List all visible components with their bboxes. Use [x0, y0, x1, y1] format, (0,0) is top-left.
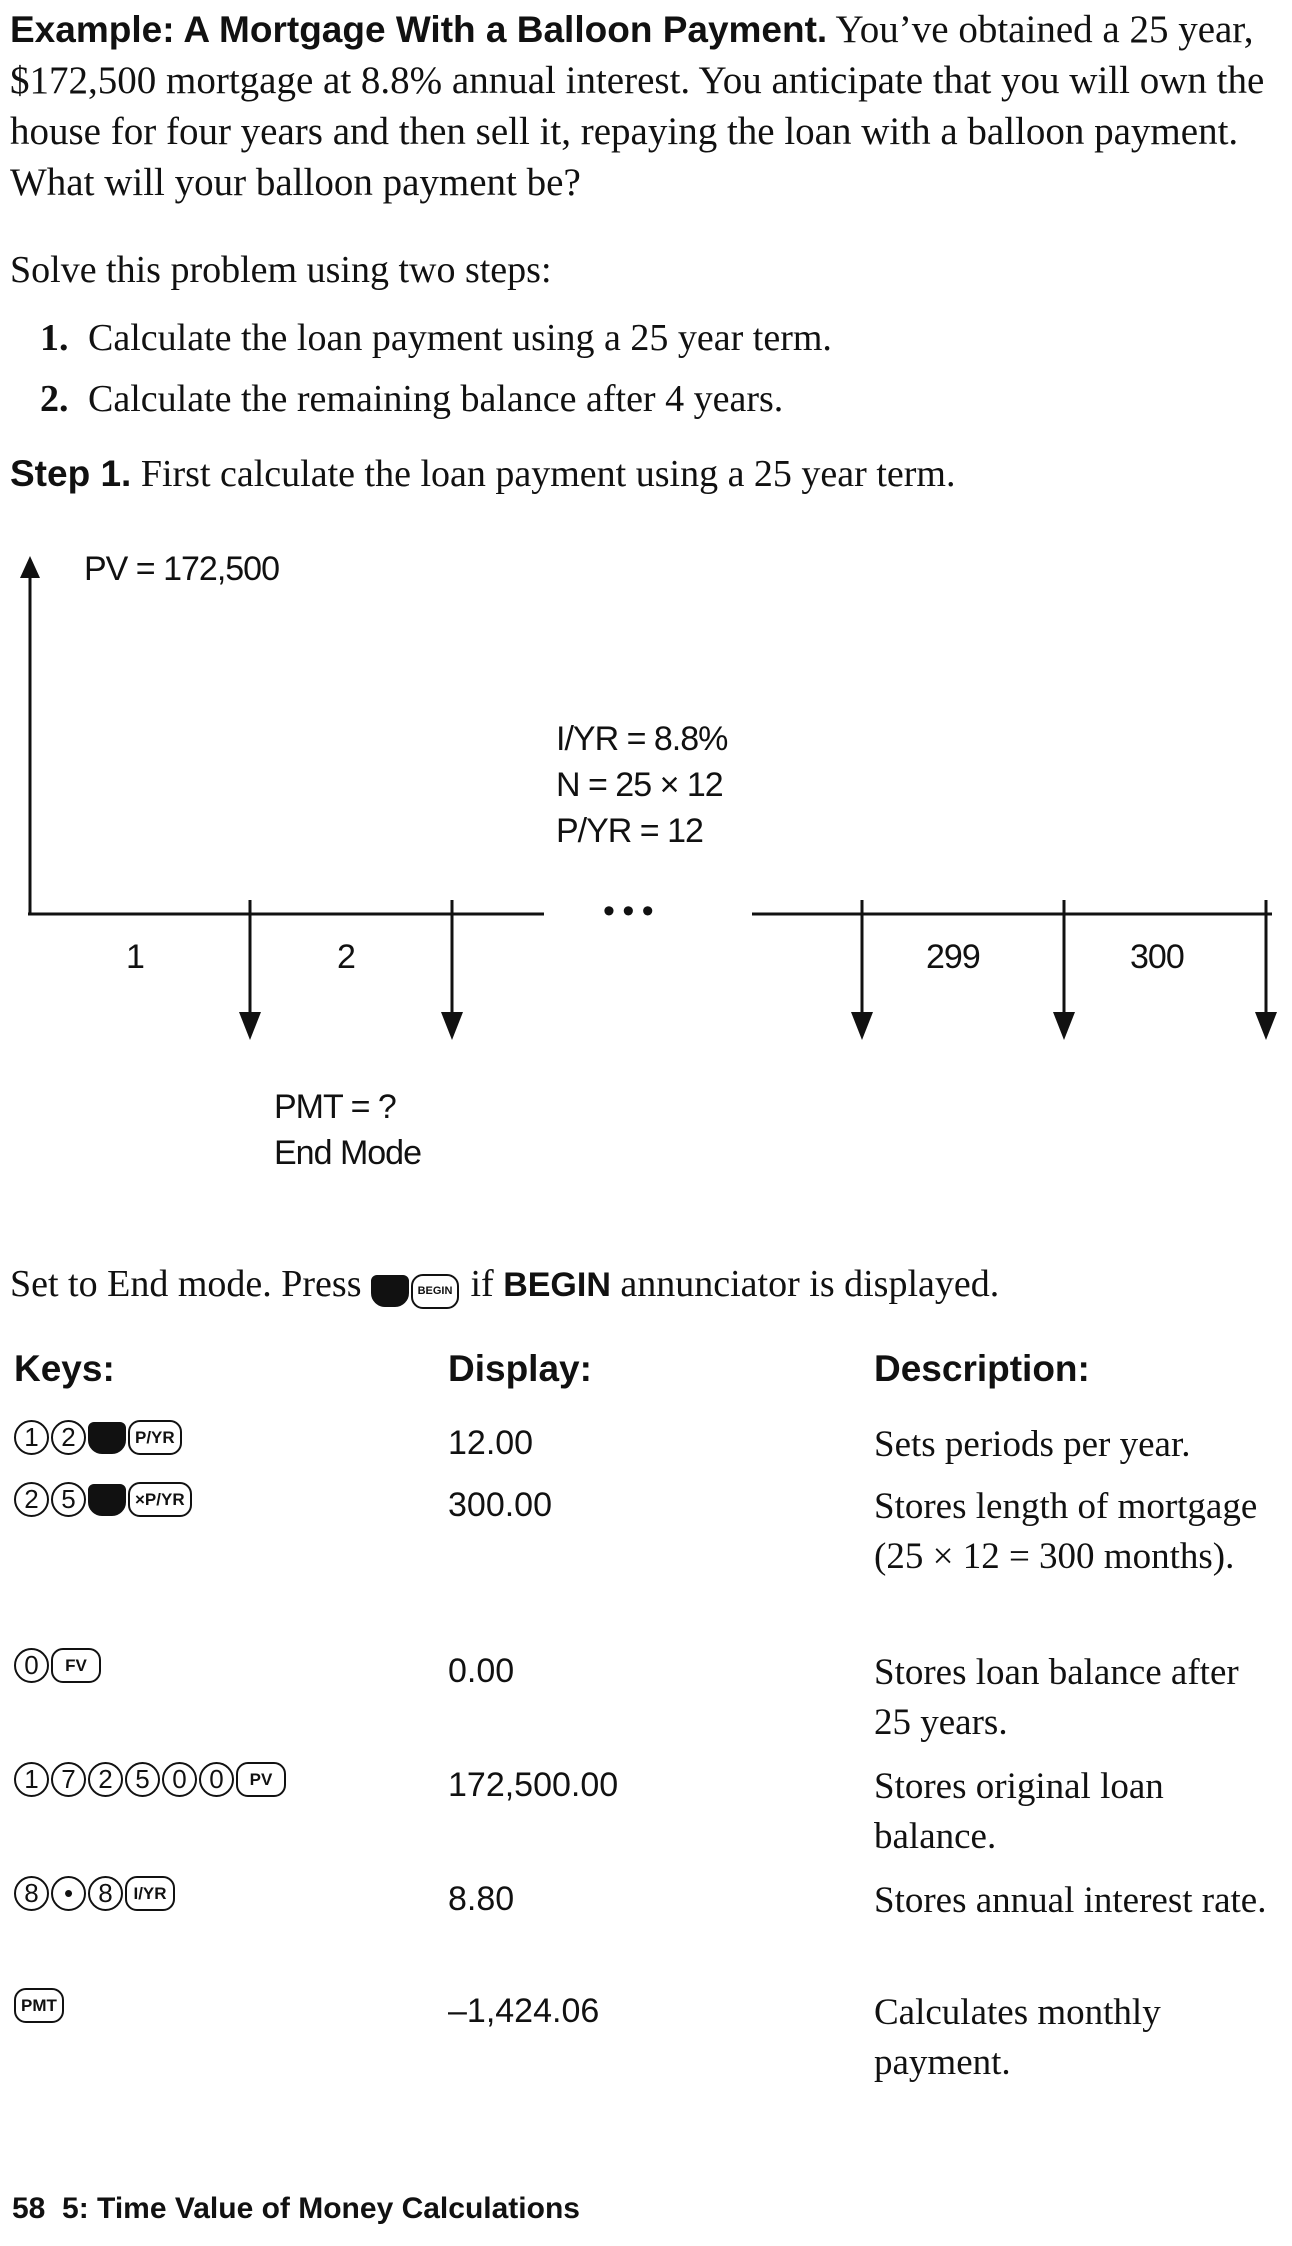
- function-key: I/YR: [125, 1876, 175, 1911]
- digit-key: 1: [14, 1762, 49, 1797]
- period-label: 1: [126, 938, 144, 976]
- function-key: ×P/YR: [128, 1482, 192, 1517]
- periods-per-year-label: P/YR = 12: [556, 812, 703, 850]
- example-title: Example: A Mortgage With a Balloon Payment.: [10, 9, 828, 50]
- digit-key: 7: [51, 1762, 86, 1797]
- description-text: Stores loan balance after 25 years.: [874, 1652, 1239, 1743]
- keystroke-sequence: [14, 1876, 177, 1911]
- keystroke-sequence: [14, 1762, 288, 1797]
- periods-label: N = 25 × 12: [556, 766, 723, 804]
- digit-key: 0: [199, 1762, 234, 1797]
- function-key: FV: [51, 1648, 101, 1683]
- page-number: 58: [12, 2192, 46, 2225]
- keystroke-sequence: [14, 1648, 103, 1683]
- pv-label: PV = 172,500: [84, 550, 280, 588]
- description-text: Sets periods per year.: [874, 1424, 1191, 1465]
- digit-key: 8: [14, 1876, 49, 1911]
- beg-key: BEGIN: [411, 1266, 461, 1310]
- function-key: P/YR: [128, 1420, 182, 1455]
- display-value: 300.00: [448, 1486, 552, 1524]
- description-header: Description:: [874, 1348, 1090, 1389]
- chapter-title: 5: Time Value of Money Calculations: [62, 2192, 580, 2225]
- list-item: 1. Calculate the loan payment using a 25 year term.: [40, 317, 832, 359]
- display-value: 12.00: [448, 1424, 534, 1462]
- digit-key: •: [51, 1876, 86, 1911]
- digit-key: 2: [14, 1482, 49, 1517]
- solve-intro: Solve this problem using two steps:: [10, 249, 552, 291]
- keystroke-sequence: [14, 1420, 184, 1455]
- display-value: 172,500.00: [448, 1766, 619, 1804]
- digit-key: 2: [51, 1420, 86, 1455]
- digit-key: 2: [88, 1762, 123, 1797]
- payment-arrows: [250, 900, 1266, 1020]
- function-key: PMT: [14, 1988, 64, 2023]
- list-item: 2. Calculate the remaining balance after 4 years.: [40, 378, 784, 420]
- step1-heading: Step 1. First calculate the loan payment using a 25 year term.: [10, 453, 956, 495]
- description-text: Calculates monthly payment.: [874, 1992, 1161, 2083]
- digit-key: 5: [51, 1482, 86, 1517]
- period-label: 299: [926, 938, 980, 976]
- interest-rate-label: I/YR = 8.8%: [556, 720, 728, 758]
- description-text: Stores original loan balance.: [874, 1766, 1164, 1857]
- pv-arrowhead: [20, 556, 40, 578]
- shift-key-icon: [88, 1484, 126, 1516]
- display-value: 0.00: [448, 1652, 515, 1690]
- cash-flow-diagram: [0, 550, 1292, 1200]
- digit-key: 5: [125, 1762, 160, 1797]
- intro-paragraph: [10, 4, 1282, 208]
- pmt-label: PMT = ?: [274, 1088, 396, 1126]
- display-value: 8.80: [448, 1880, 515, 1918]
- digit-key: 8: [88, 1876, 123, 1911]
- timeline-ellipsis: • • •: [603, 892, 653, 930]
- function-key: PV: [236, 1762, 286, 1797]
- keystroke-sequence: [14, 1988, 66, 2023]
- period-label: 300: [1130, 938, 1184, 976]
- display-value: –1,424.06: [448, 1992, 600, 2030]
- digit-key: 0: [162, 1762, 197, 1797]
- period-label: 2: [337, 938, 355, 976]
- keys-header: Keys:: [14, 1348, 115, 1389]
- shift-key-icon: [371, 1266, 411, 1310]
- steps-list: [40, 308, 832, 430]
- shift-key-icon: [88, 1422, 126, 1454]
- example-text: You’ve obtained a 25 year, $172,500 mortgage at 8.8% annual interest. You anticipate that you will own the house for four years and then sell it, repaying the loan with a balloon payment. What will your balloon payment be?: [10, 8, 1265, 204]
- digit-key: 0: [14, 1648, 49, 1683]
- begin-annunciator: BEGIN: [503, 1266, 611, 1304]
- description-text: Stores annual interest rate.: [874, 1880, 1267, 1921]
- keystroke-sequence: [14, 1482, 194, 1517]
- mode-label: End Mode: [274, 1134, 421, 1172]
- page-footer: [12, 2192, 580, 2226]
- description-text: Stores length of mortgage (25 × 12 = 300 months).: [874, 1486, 1258, 1577]
- digit-key: 1: [14, 1420, 49, 1455]
- display-header: Display:: [448, 1348, 592, 1389]
- payment-arrowheads: [239, 1012, 1277, 1040]
- end-mode-instruction: Set to End mode. Press BEGIN if BEGIN annunciator is displayed.: [10, 1262, 999, 1310]
